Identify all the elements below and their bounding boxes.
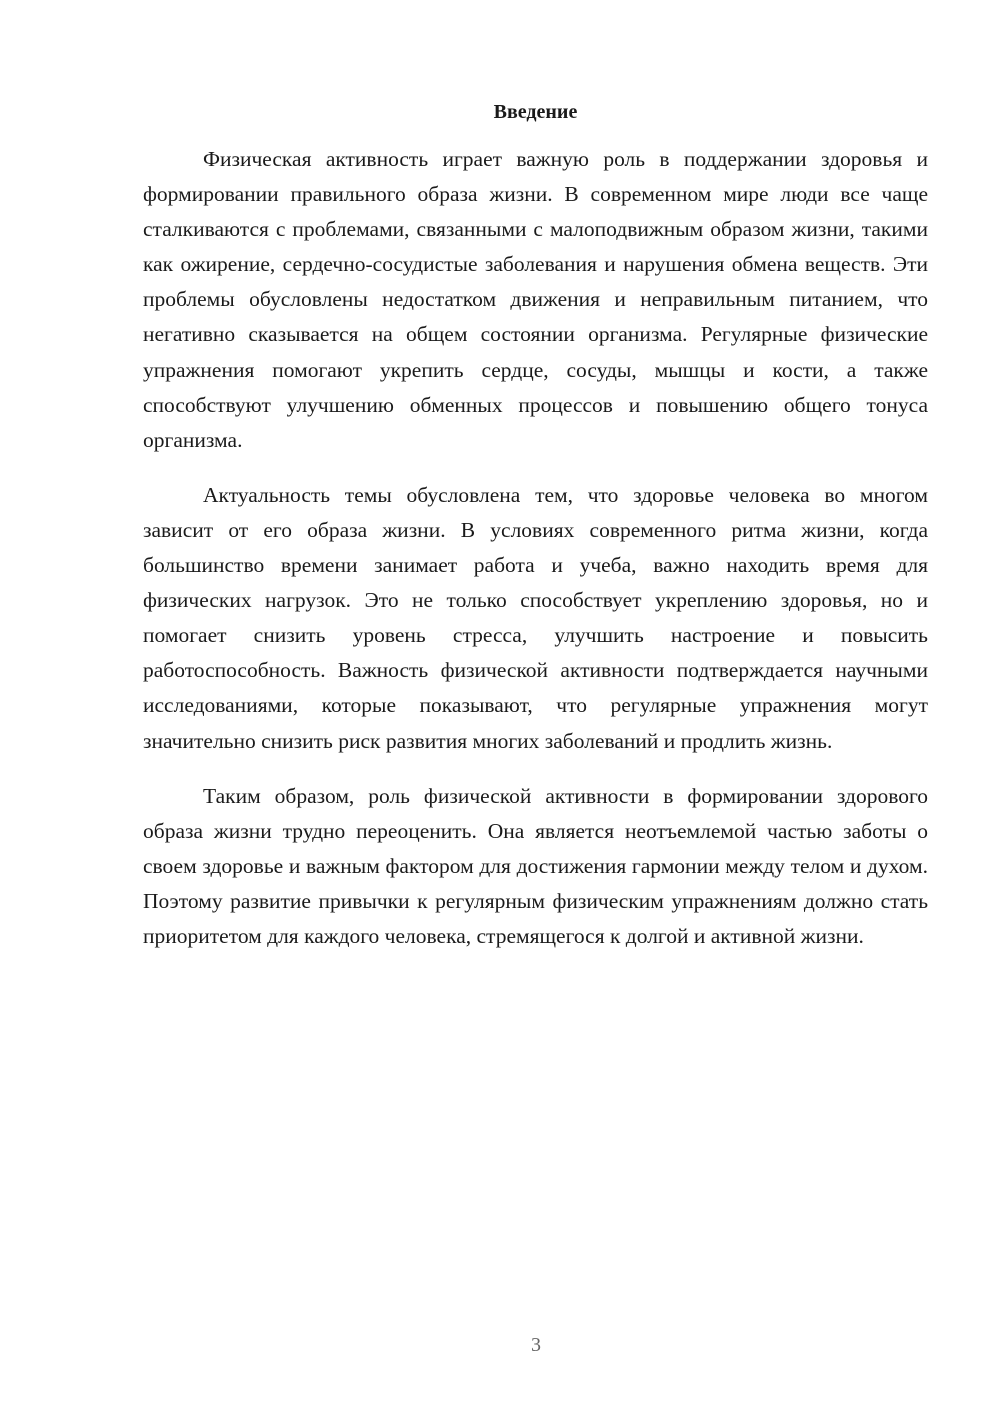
section-heading: Введение <box>493 101 578 123</box>
paragraph-2: Актуальность темы обусловлена тем, что здоровье человека во многом зависит от его образа жизни. В условиях современного ритма жизни, когда большинство времени занимает работа и учеба, важно находить время для физических нагрузок. Это не только способствует укреплению здоровья, но и помогает снизить уровень стресса, улучшить настроение и повысить работоспособность. Важность физической активности подтверждается научными исследованиями, которые показывают, что регулярные упражнения могут значительно снизить риск развития многих заболеваний и продлить жизнь. <box>143 482 928 753</box>
page-number: 3 <box>531 1334 541 1356</box>
paragraph-1: Физическая активность играет важную роль в поддержании здоровья и формировании правильного образа жизни. В современном мире люди все чаще сталкиваются с проблемами, связанными с малоподвижным образом жизни, такими как ожирение, сердечно-сосудистые заболевания и нарушения обмена веществ. Эти проблемы обусловлены недостатком движения и неправильным питанием, что негативно сказывается на общем состоянии организма. Регулярные физические упражнения помогают укрепить сердце, сосуды, мышцы и кости, а также способствуют улучшению обменных процессов и повышению общего тонуса организма. <box>143 147 928 452</box>
paragraph-3: Таким образом, роль физической активности в формировании здорового образа жизни трудно переоценить. Она является неотъемлемой частью заботы о своем здоровье и важным фактором для достижения гармонии между телом и духом. Поэтому развитие привычки к регулярным физическим упражнениям должно стать приоритетом для каждого человека, стремящегося к долгой и активной жизни. <box>143 783 928 948</box>
body-text <box>143 142 928 974</box>
